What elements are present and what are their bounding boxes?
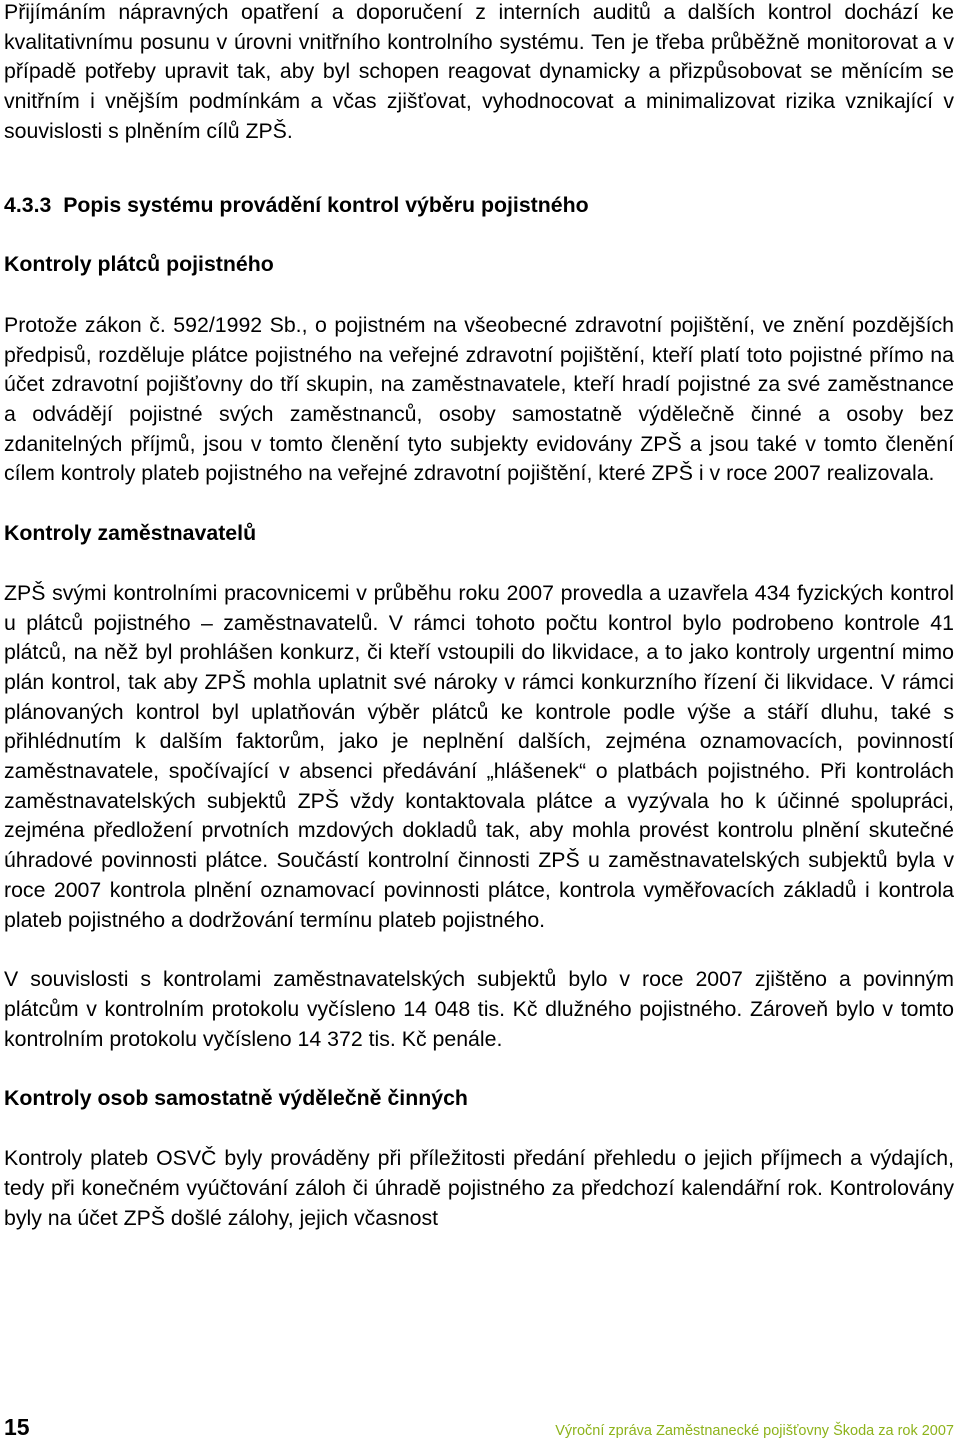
document-page: [4, 0, 954, 1233]
section-heading: 4.3.3 Popis systému provádění kontrol výběru pojistného: [4, 192, 589, 217]
paragraph-souvislosti: V souvislosti s kontrolami zaměstnavatelských subjektů bylo v roce 2007 zjištěno a povinným plátcům v kontrolním protokolu vyčísleno 14 048 tis. Kč dlužného pojistného. Zároveň bylo v tomto kontrolním protokolu vyčísleno 14 372 tis. Kč penále.: [4, 967, 954, 1051]
page-number: 15: [4, 1414, 30, 1440]
subheading-kontroly-osvc: Kontroly osob samostatně výdělečně činných: [4, 1086, 468, 1111]
subheading-kontroly-zamestnavatelu: Kontroly zaměstnavatelů: [4, 521, 257, 546]
footer-report-title: Výroční zpráva Zaměstnanecké pojišťovny Škoda za rok 2007: [555, 1423, 954, 1439]
paragraph-kontroly-osvc: Kontroly plateb OSVČ byly prováděny při příležitosti předání přehledu o jejich příjmech a výdajích, tedy při konečném vyúčtování záloh či úhradě pojistného za předchozí kalendářní rok. Kontrolovány byly na účet ZPŠ došlé zálohy, jejich včasnost: [4, 1146, 954, 1230]
intro-paragraph: Přijímáním nápravných opatření a doporučení z interních auditů a dalších kontrol dochází ke kvalitativnímu posunu v úrovni vnitřního kontrolního systému. Ten je třeba průběžně monitorovat a v případě potřeby upravit tak, aby byl schopen reagovat dynamicky a přizpůsobovat se měnícím se vnitřním i vnějším podmínkám a včas zjišťovat, vyhodnocovat a minimalizovat rizika vznikající v souvislosti s plněním cílů ZPŠ.: [4, 0, 954, 143]
subheading-kontroly-platcu: Kontroly plátců pojistného: [4, 252, 274, 277]
paragraph-kontroly-zamestnavatelu: ZPŠ svými kontrolními pracovnicemi v průběhu roku 2007 provedla a uzavřela 434 fyzických kontrol u plátců pojistného – zaměstnavatelů. V rámci tohoto počtu kontrol bylo podrobeno kontrole 41 plátců, na něž byl prohlášen konkurz, či kteří vstoupili do likvidace, a to jako kontroly urgentní mimo plán kontrol, tak aby ZPŠ mohla uplatnit své nároky v rámci konkurzního řízení či likvidace. V rámci plánovaných kontrol byl uplatňován výběr plátců ke kontrole podle výše a stáří dluhu, také s přihlédnutím k dalším faktorům, jako je neplnění dalších, zejména oznamovacích, povinností zaměstnavatele, spočívající v absenci předávání „hlášenek“ o platbách pojistného. Při kontrolách zaměstnavatelských subjektů ZPŠ vždy kontaktovala plátce a vyzývala ho k účinné spolupráci, zejména předložení prvotních mzdových dokladů tak, aby mohla provést kontrolu plnění skutečné úhradové povinnosti plátce. Součástí kontrolní činnosti ZPŠ u zaměstnavatelských subjektů byla v roce 2007 kontrola plnění oznamovací povinnosti plátce, kontrola vyměřovacích základů i kontrola plateb pojistného a dodržování termínu plateb pojistného.: [4, 580, 954, 932]
paragraph-kontroly-platcu: Protože zákon č. 592/1992 Sb., o pojistném na všeobecné zdravotní pojištění, ve znění pozdějších předpisů, rozděluje plátce pojistného na veřejné zdravotní pojištění, kteří platí toto pojistné přímo na účet zdravotní pojišťovny do tří skupin, na zaměstnavatele, kteří hradí pojistné za své zaměstnance a odvádějí pojistné svých zaměstnanců, osoby samostatně výdělečně činné a osoby bez zdanitelných příjmů, jsou v tomto členění tyto subjekty evidovány ZPŠ a jsou také v tomto členění cílem kontroly plateb pojistného na veřejné zdravotní pojištění, které ZPŠ i v roce 2007 realizovala.: [4, 312, 954, 486]
